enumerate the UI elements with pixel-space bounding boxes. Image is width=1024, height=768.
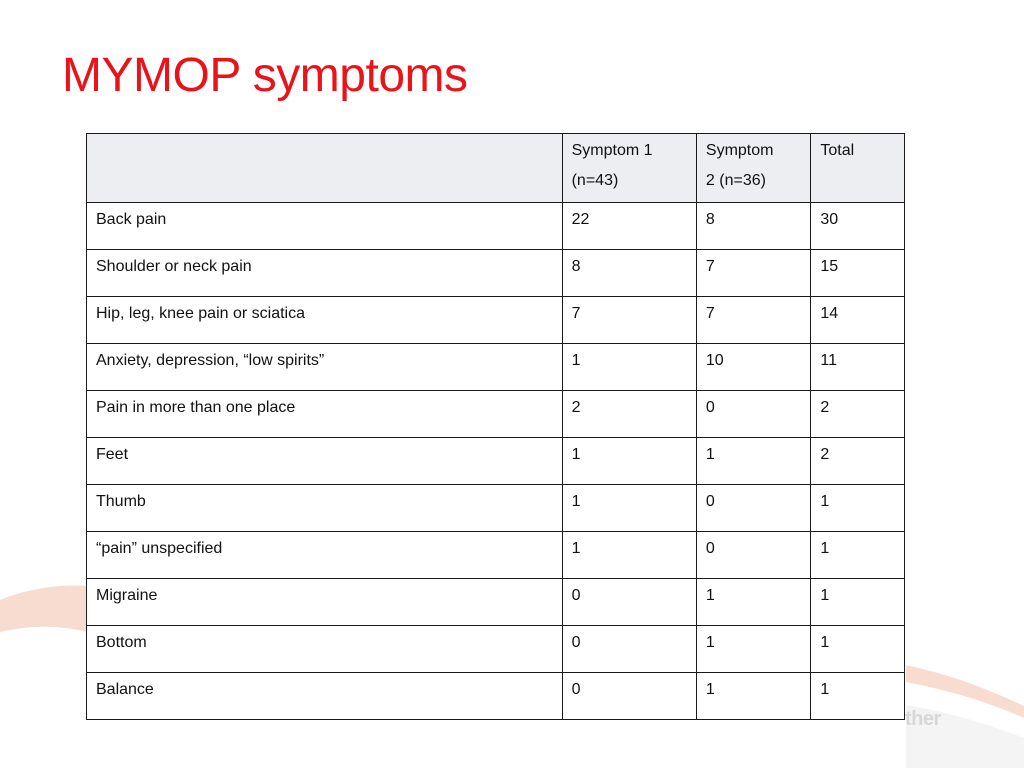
symptom-1-value: 0 [562, 579, 696, 626]
total-value: 2 [811, 391, 905, 438]
row-label: Bottom [87, 626, 563, 673]
header-category [87, 134, 563, 203]
total-value: 1 [811, 485, 905, 532]
symptom-1-value: 1 [562, 485, 696, 532]
table-row [87, 485, 905, 532]
symptom-1-value: 0 [562, 626, 696, 673]
header-symptom-2-label: Symptom 2 (n=36) [705, 142, 774, 189]
table-row [87, 579, 905, 626]
header-symptom-1 [562, 134, 696, 203]
table-row [87, 250, 905, 297]
symptom-1-value: 7 [562, 297, 696, 344]
symptom-2-value: 0 [696, 532, 810, 579]
row-label: Feet [87, 438, 563, 485]
total-value: 2 [811, 438, 905, 485]
row-label: “pain” unspecified [87, 532, 563, 579]
symptom-2-value: 0 [696, 485, 810, 532]
row-label: Migraine [87, 579, 563, 626]
symptom-1-value: 22 [562, 203, 696, 250]
symptom-2-value: 1 [696, 579, 810, 626]
symptoms-table [86, 133, 905, 720]
header-total: Total [811, 134, 905, 203]
total-value: 11 [811, 344, 905, 391]
total-value: 15 [811, 250, 905, 297]
symptom-1-value: 8 [562, 250, 696, 297]
row-label: Back pain [87, 203, 563, 250]
symptom-2-value: 1 [696, 626, 810, 673]
header-symptom-1-label: Symptom 1 (n=43) [571, 142, 653, 189]
symptom-2-value: 10 [696, 344, 810, 391]
total-value: 1 [811, 532, 905, 579]
table-row [87, 626, 905, 673]
table-header-row [87, 134, 905, 203]
watermark-text: ther [905, 708, 941, 730]
total-value: 14 [811, 297, 905, 344]
table-panel [86, 133, 906, 768]
left-swoosh [0, 586, 88, 632]
row-label: Thumb [87, 485, 563, 532]
total-value: 1 [811, 626, 905, 673]
table-row [87, 673, 905, 720]
symptom-2-value: 0 [696, 391, 810, 438]
symptom-1-value: 0 [562, 673, 696, 720]
symptom-1-value: 2 [562, 391, 696, 438]
table-row [87, 438, 905, 485]
symptom-2-value: 7 [696, 250, 810, 297]
symptom-2-value: 1 [696, 673, 810, 720]
total-value: 1 [811, 579, 905, 626]
total-value: 1 [811, 673, 905, 720]
table-row [87, 344, 905, 391]
table-row [87, 532, 905, 579]
table-row [87, 391, 905, 438]
row-label: Shoulder or neck pain [87, 250, 563, 297]
table-row [87, 297, 905, 344]
symptom-1-value: 1 [562, 532, 696, 579]
row-label: Pain in more than one place [87, 391, 563, 438]
header-symptom-2 [696, 134, 810, 203]
symptom-2-value: 8 [696, 203, 810, 250]
symptom-2-value: 7 [696, 297, 810, 344]
symptom-1-value: 1 [562, 344, 696, 391]
row-label: Balance [87, 673, 563, 720]
slide-title: MYMOP symptoms [62, 49, 468, 102]
symptom-1-value: 1 [562, 438, 696, 485]
total-value: 30 [811, 203, 905, 250]
symptom-2-value: 1 [696, 438, 810, 485]
row-label: Anxiety, depression, “low spirits” [87, 344, 563, 391]
table-row [87, 203, 905, 250]
row-label: Hip, leg, knee pain or sciatica [87, 297, 563, 344]
